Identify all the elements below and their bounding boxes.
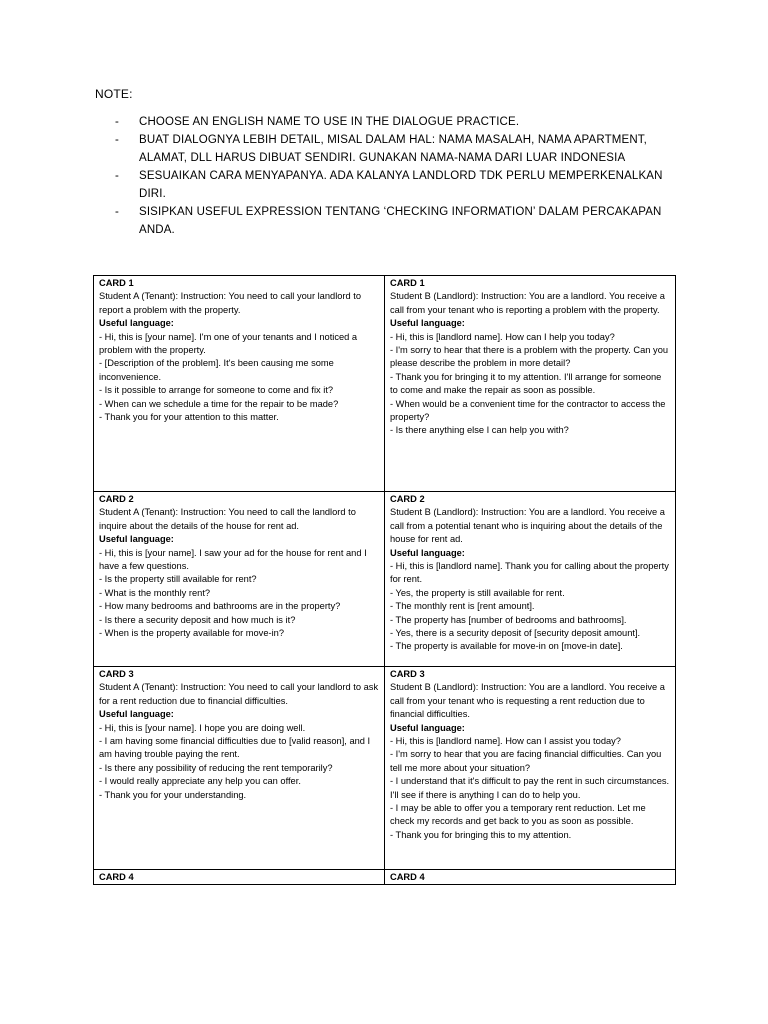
useful-language-line: - I'm sorry to hear that you are facing financial difficulties. Can you tell me more about your situation? xyxy=(390,749,662,773)
useful-language-line: - When would be a convenient time for the contractor to access the property? xyxy=(390,398,666,423)
useful-language-line: - Is the property still available for rent? xyxy=(99,574,257,585)
useful-language-line: - When can we schedule a time for the repair to be made? xyxy=(99,398,339,409)
useful-language-list xyxy=(99,331,379,425)
useful-language-line: - I am having some financial difficulties due to [valid reason], and I am having trouble paying the rent. xyxy=(99,736,371,760)
note-item xyxy=(115,131,675,167)
card-title: CARD 3 xyxy=(390,669,425,679)
card-2-landlord-cell xyxy=(385,492,676,667)
useful-language-line: - I would really appreciate any help you can offer. xyxy=(99,776,301,787)
card-instruction: Student B (Landlord): Instruction: You are a landlord. You receive a call from your tenant who is requesting a rent reduction due to financial difficulties. xyxy=(390,682,665,720)
useful-language-line: - Hi, this is [landlord name]. How can I help you today? xyxy=(390,331,615,342)
role-play-cards-table xyxy=(93,275,676,885)
useful-language-line: - [Description of the problem]. It's been causing me some inconvenience. xyxy=(99,358,334,382)
card-2-tenant-cell xyxy=(94,492,385,667)
card-3-tenant-cell xyxy=(94,667,385,870)
useful-language-line: - Thank you for bringing this to my attention. xyxy=(390,829,572,840)
card-instruction: Student B (Landlord): Instruction: You are a landlord. You receive a call from a potential tenant who is inquiring about the details of the house for rent ad. xyxy=(390,507,665,545)
card-instruction: Student A (Tenant): Instruction: You need to call your landlord to ask for a rent reduction due to financial difficulties. xyxy=(99,682,379,706)
card-instruction: Student A (Tenant): Instruction: You need to call the landlord to inquire about the details of the house for rent ad. xyxy=(99,507,356,531)
bullet-dash: - xyxy=(115,170,119,182)
card-row-2 xyxy=(94,492,676,667)
useful-language-list xyxy=(390,560,670,654)
card-1-landlord-cell xyxy=(385,276,676,492)
useful-language-list xyxy=(99,547,379,641)
useful-language-line: - Yes, there is a security deposit of [security deposit amount]. xyxy=(390,628,641,639)
card-instruction: Student B (Landlord): Instruction: You are a landlord. You receive a call from your tenant who is reporting a problem with the property. xyxy=(390,291,665,315)
useful-language-line: - Hi, this is [your name]. I saw your ad for the house for rent and I have a few questions. xyxy=(99,547,367,572)
useful-language-line: - Yes, the property is still available for rent. xyxy=(390,587,565,598)
useful-language-line: - Thank you for bringing it to my attention. I'll arrange for someone to come and make the repair as soon as possible. xyxy=(390,371,662,396)
useful-language-list xyxy=(99,722,379,802)
useful-language-line: - Hi, this is [your name]. I hope you are doing well. xyxy=(99,722,306,733)
useful-language-line: - Is there a security deposit and how much is it? xyxy=(99,614,296,625)
note-item xyxy=(115,113,675,131)
useful-language-line: - Thank you for your attention to this matter. xyxy=(99,412,279,423)
note-item xyxy=(115,203,675,239)
useful-language-line: - Hi, this is [landlord name]. How can I assist you today? xyxy=(390,736,621,747)
useful-language-label: Useful language: xyxy=(99,318,174,329)
bullet-dash: - xyxy=(115,116,119,128)
bullet-dash: - xyxy=(115,206,119,218)
card-row-4 xyxy=(94,870,676,885)
card-title: CARD 4 xyxy=(390,872,425,882)
useful-language-label: Useful language: xyxy=(99,534,174,545)
card-row-3 xyxy=(94,667,676,870)
card-title: CARD 1 xyxy=(390,278,425,288)
useful-language-line: - Hi, this is [your name]. I'm one of your tenants and I noticed a problem with the property. xyxy=(99,331,358,356)
useful-language-line: - Is there any possibility of reducing the rent temporarily? xyxy=(99,762,333,773)
useful-language-line: - The monthly rent is [rent amount]. xyxy=(390,601,535,612)
card-1-tenant-cell xyxy=(94,276,385,492)
useful-language-label: Useful language: xyxy=(99,709,174,720)
useful-language-line: - Thank you for your understanding. xyxy=(99,789,247,800)
note-item-text: BUAT DIALOGNYA LEBIH DETAIL, MISAL DALAM HAL: NAMA MASALAH, NAMA APARTMENT, ALAMAT, DLL HARUS DIBUAT SENDIRI. GUNAKAN NAMA-NAMA DARI LUAR INDONESIA xyxy=(139,134,648,164)
card-title: CARD 2 xyxy=(390,494,425,504)
card-title: CARD 1 xyxy=(99,278,134,288)
useful-language-line: - How many bedrooms and bathrooms are in the property? xyxy=(99,601,341,612)
useful-language-line: - Is there anything else I can help you with? xyxy=(390,425,569,436)
useful-language-line: - When is the property available for move-in? xyxy=(99,628,284,639)
card-3-landlord-cell xyxy=(385,667,676,870)
useful-language-list xyxy=(390,735,670,842)
note-list xyxy=(115,113,675,239)
useful-language-line: - Is it possible to arrange for someone to come and fix it? xyxy=(99,385,334,396)
useful-language-line: - Hi, this is [landlord name]. Thank you for calling about the property for rent. xyxy=(390,561,669,585)
useful-language-list xyxy=(390,331,670,438)
useful-language-label: Useful language: xyxy=(390,318,465,329)
card-row-1 xyxy=(94,276,676,492)
useful-language-line: - What is the monthly rent? xyxy=(99,587,211,598)
card-instruction: Student A (Tenant): Instruction: You need to call your landlord to report a problem with the property. xyxy=(99,291,362,315)
useful-language-label: Useful language: xyxy=(390,722,465,733)
card-title: CARD 4 xyxy=(99,872,134,882)
note-item-text: CHOOSE AN ENGLISH NAME TO USE IN THE DIALOGUE PRACTICE. xyxy=(139,116,520,128)
useful-language-line: - The property is available for move-in on [move-in date]. xyxy=(390,641,623,652)
bullet-dash: - xyxy=(115,134,119,146)
card-title: CARD 3 xyxy=(99,669,134,679)
note-item-text: SISIPKAN USEFUL EXPRESSION TENTANG ‘CHECKING INFORMATION’ DALAM PERCAKAPAN ANDA. xyxy=(139,206,662,236)
card-4-landlord-cell xyxy=(385,870,676,885)
useful-language-label: Useful language: xyxy=(390,547,465,558)
note-item xyxy=(115,167,675,203)
useful-language-line: - I'm sorry to hear that there is a problem with the property. Can you please describe the problem in more detail? xyxy=(390,345,669,369)
card-title: CARD 2 xyxy=(99,494,134,504)
card-4-tenant-cell xyxy=(94,870,385,885)
useful-language-line: - I may be able to offer you a temporary rent reduction. Let me check my records and get back to you as soon as possible. xyxy=(390,803,646,827)
note-title: NOTE: xyxy=(95,87,133,101)
useful-language-line: - I understand that it's difficult to pay the rent in such circumstances. I'll see if there is anything I can do to help you. xyxy=(390,776,670,800)
useful-language-line: - The property has [number of bedrooms and bathrooms]. xyxy=(390,614,627,625)
note-item-text: SESUAIKAN CARA MENYAPANYA. ADA KALANYA LANDLORD TDK PERLU MEMPERKENALKAN DIRI. xyxy=(139,170,663,200)
